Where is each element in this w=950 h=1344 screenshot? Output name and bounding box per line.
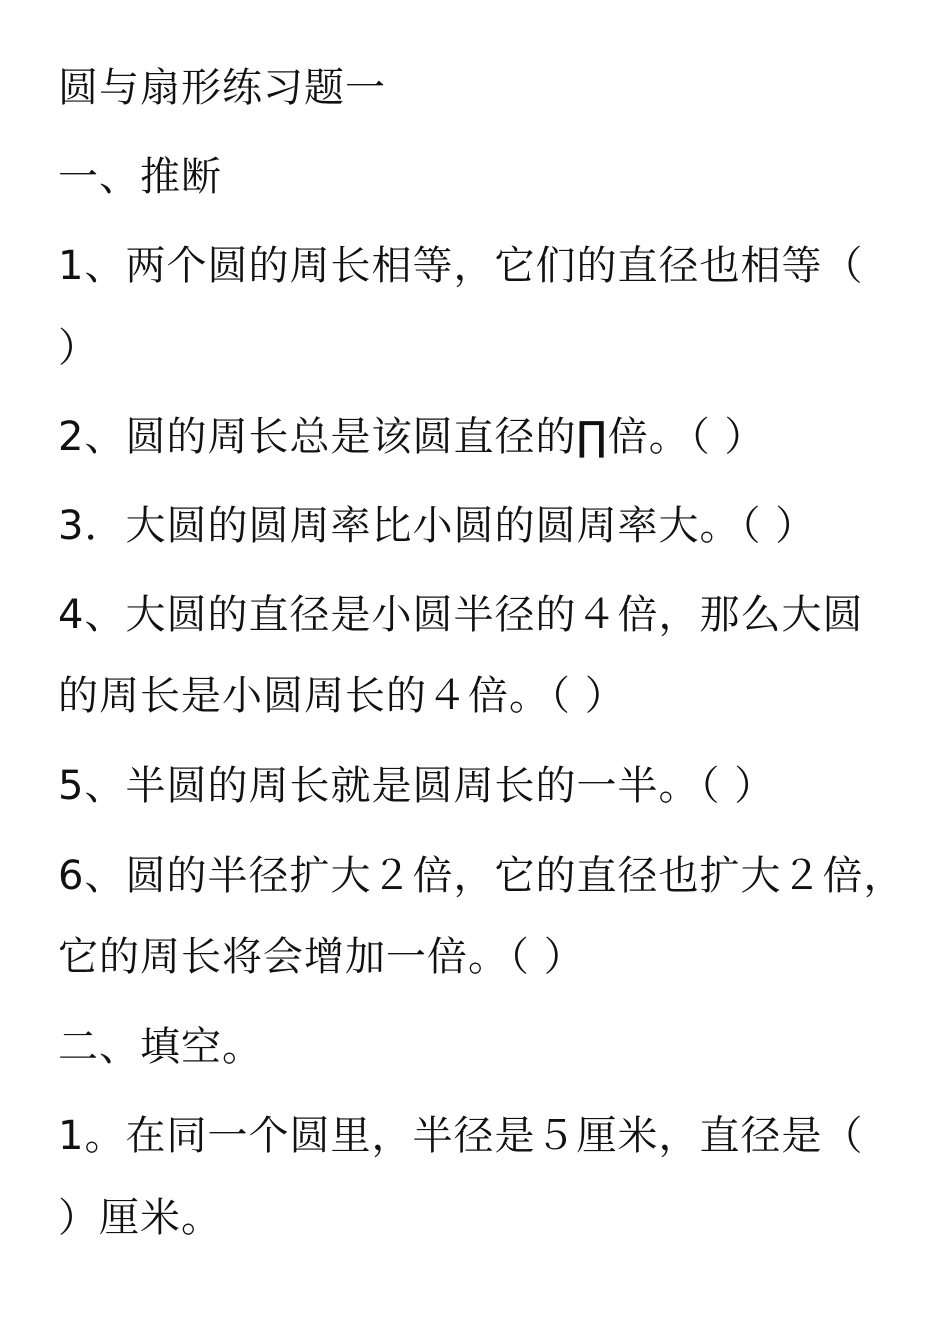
question-1-line-1: 1、两个圆的周长相等，它们的直径也相等（ — [58, 243, 864, 289]
question-1-line-2: ） — [58, 325, 99, 371]
question-2: 2、圆的周长总是该圆直径的∏倍。（ ） — [58, 414, 766, 460]
question-5: 5、半圆的周长就是圆周长的一半。（ ） — [58, 763, 776, 809]
question-4-line-2: 的周长是小圆周长的４倍。（ ） — [58, 673, 626, 719]
page-title: 圆与扇形练习题一 — [58, 65, 386, 111]
fill-question-1-line-1: 1。在同一个圆里，半径是５厘米，直径是（ — [58, 1113, 864, 1159]
question-6-line-1: 6、圆的半径扩大２倍，它的直径也扩大２倍， — [58, 853, 905, 899]
question-4-line-1: 4、大圆的直径是小圆半径的４倍，那么大圆 — [58, 592, 864, 638]
question-3: 3．大圆的圆周率比小圆的圆周率大。（ ） — [58, 503, 817, 549]
fill-question-1-line-2: ）厘米。 — [58, 1195, 222, 1241]
question-6-line-2: 它的周长将会增加一倍。（ ） — [58, 934, 585, 980]
section-heading-judgment: 一、推断 — [58, 154, 222, 200]
section-heading-fill-blank: 二、填空。 — [58, 1024, 263, 1070]
